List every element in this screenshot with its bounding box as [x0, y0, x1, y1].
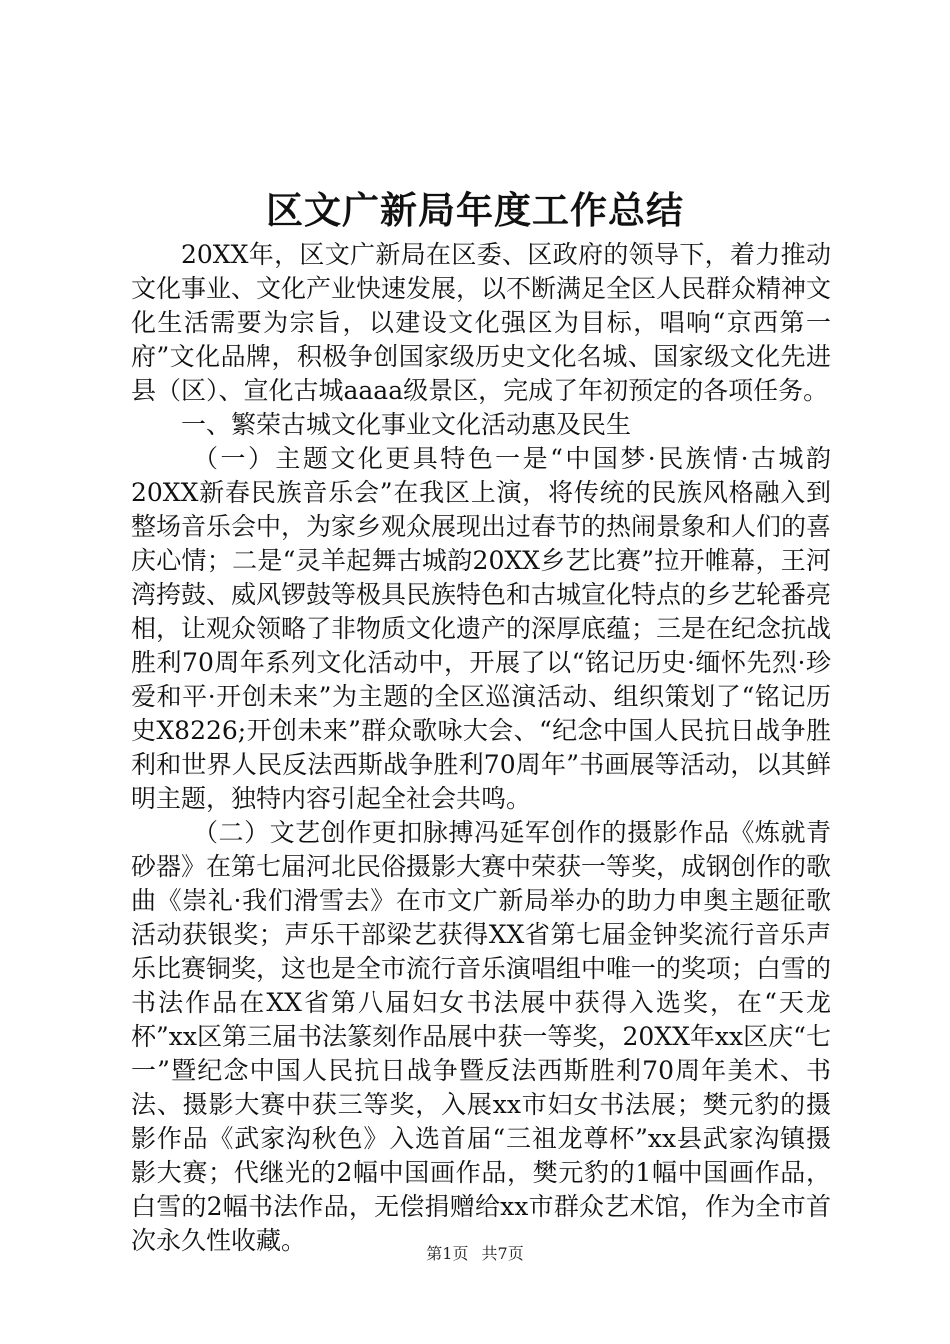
page-total: 共7页	[481, 1244, 524, 1263]
page-number: 第1页	[426, 1244, 469, 1263]
section-heading: 一、繁荣古城文化事业文化活动惠及民生	[181, 410, 632, 439]
document-title: 区文广新局年度工作总结	[266, 188, 684, 232]
subsection-paragraph-1: （一）主题文化更具特色一是“中国梦·民族情·古城韵20XX新春民族音乐会”在我区上演，将传统的民族风格融入到整场音乐会中，为家乡观众展现出过春节的热闹景象和人们的喜庆心情；二是“灵羊起舞古城韵20XX乡艺比赛”拉开帷幕，王河湾挎鼓、威风锣鼓等极具民族特色和古城宣化特点的乡艺轮番亮相，让观众领略了非物质文化遗产的深厚底蕴；三是在纪念抗战胜利70周年系列文化活动中，开展了以“铭记历史·缅怀先烈·珍爱和平·开创未来”为主题的全区巡演活动、组织策划了“铭记历史X8226;开创未来”群众歌咏大会、“纪念中国人民抗日战争胜利和世界人民反法西斯战争胜利70周年”书画展等活动，以其鲜明主题，独特内容引起全社会共鸣。	[131, 444, 832, 813]
document-body	[131, 238, 831, 1258]
page-footer	[0, 1243, 950, 1265]
intro-paragraph: 20XX年，区文广新局在区委、区政府的领导下，着力推动文化事业、文化产业快速发展，以不断满足全区人民群众精神文化生活需要为宗旨，以建设文化强区为目标，唱响“京西第一府”文化品牌，积极争创国家级历史文化名城、国家级文化先进县（区）、宣化古城aaaa级景区，完成了年初预定的各项任务。	[131, 240, 832, 405]
subsection-paragraph-2: （二）文艺创作更扣脉搏冯延军创作的摄影作品《炼就青砂器》在第七届河北民俗摄影大赛中荣获一等奖，成钢创作的歌曲《崇礼·我们滑雪去》在市文广新局举办的助力申奥主题征歌活动获银奖；声乐干部梁艺获得XX省第七届金钟奖流行音乐声乐比赛铜奖，这也是全市流行音乐演唱组中唯一的奖项；白雪的书法作品在XX省第八届妇女书法展中获得入选奖，在“天龙杯”xx区第三届书法篆刻作品展中获一等奖，20XX年xx区庆“七一”暨纪念中国人民抗日战争暨反法西斯胜利70周年美术、书法、摄影大赛中获三等奖，入展xx市妇女书法展；樊元豹的摄影作品《武家沟秋色》入选首届“三祖龙尊杯”xx县武家沟镇摄影大赛；代继光的2幅中国画作品，樊元豹的1幅中国画作品，白雪的2幅书法作品，无偿捐赠给xx市群众艺术馆，作为全市首次永久性收藏。	[131, 818, 832, 1255]
